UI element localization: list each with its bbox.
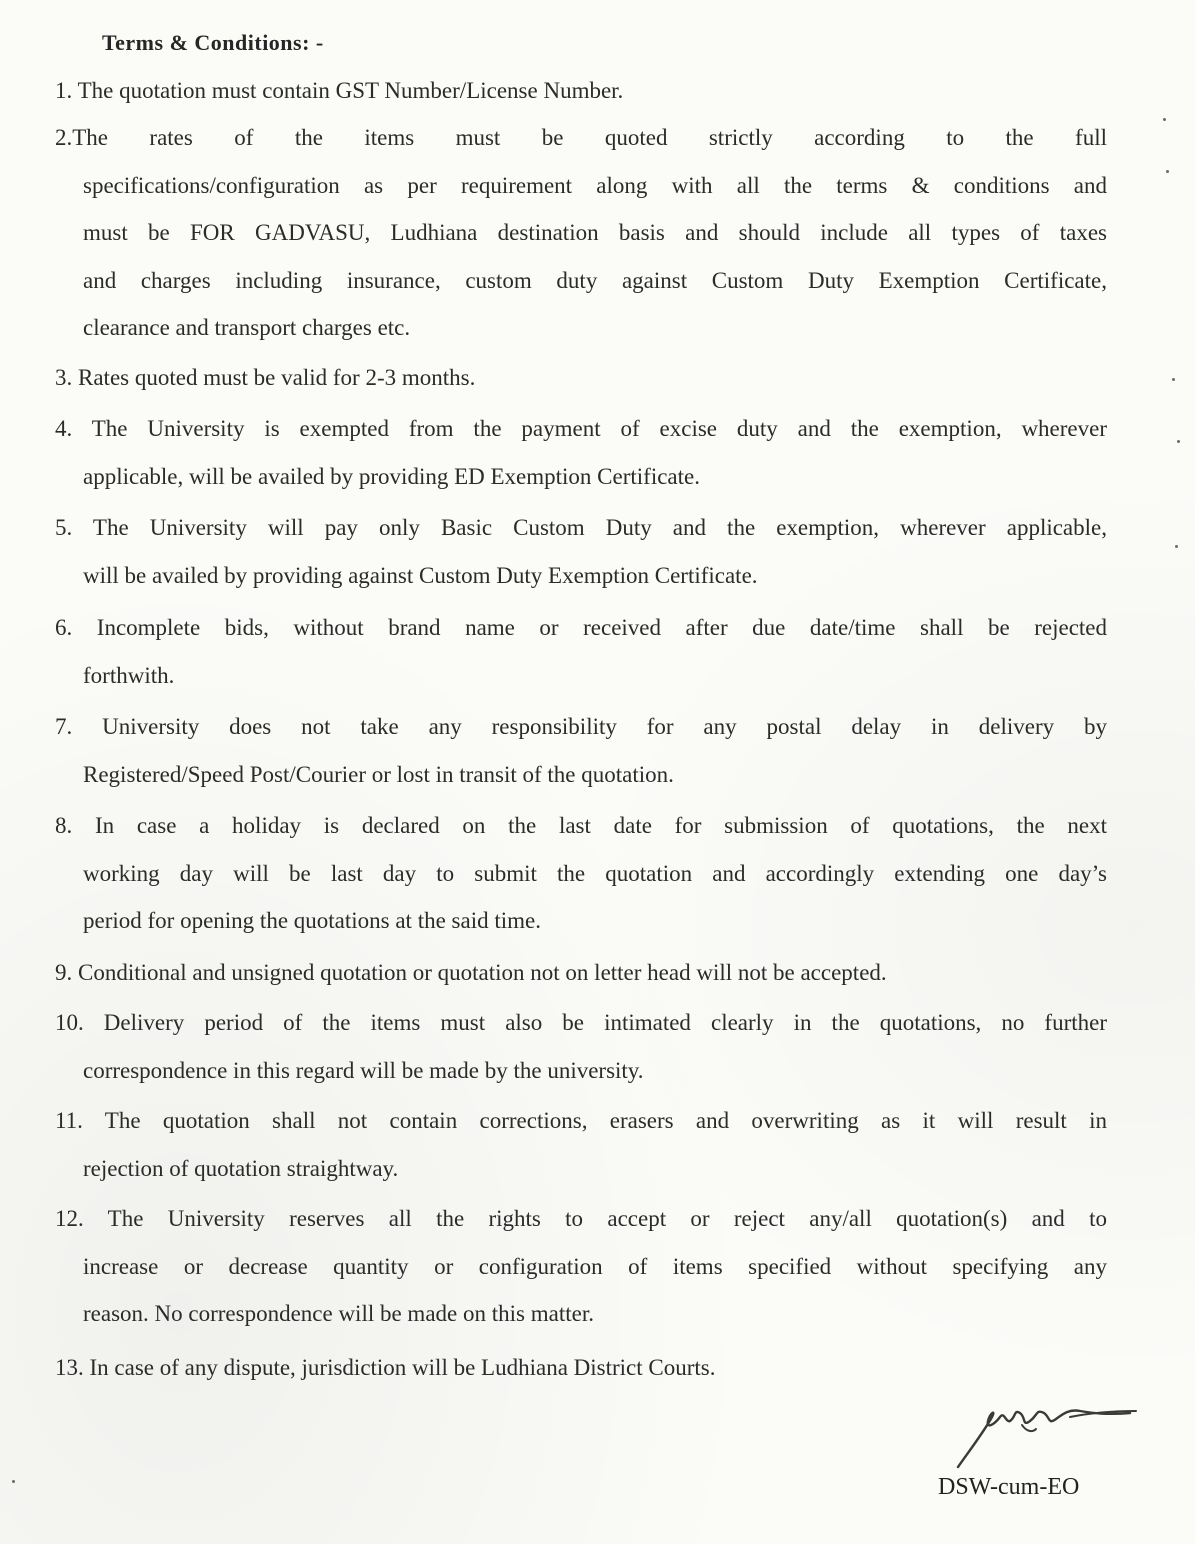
term-line: period for opening the quotations at the said time.: [83, 908, 541, 933]
scan-speck: [1172, 378, 1175, 381]
term-line: clearance and transport charges etc.: [83, 315, 411, 340]
scan-speck: [12, 1480, 15, 1483]
term-line: must be FOR GADVASU, Ludhiana destination basis and should include all types of taxes: [83, 220, 1107, 245]
term-line: correspondence in this regard will be made by the university.: [83, 1057, 644, 1083]
term-line: will be availed by providing against Custom Duty Exemption Certificate.: [83, 562, 758, 588]
term-item-3: [55, 354, 1107, 402]
term-line: 4. The University is exempted from the payment of excise duty and the exemption, wherever: [55, 416, 1107, 441]
term-line: 1. The quotation must contain GST Number/License Number.: [55, 78, 624, 103]
term-line: working day will be last day to submit the quotation and accordingly extending one day’s: [83, 860, 1107, 886]
term-item-10: [55, 999, 1107, 1094]
scan-speck: [1177, 440, 1180, 443]
terms-heading: Terms & Conditions: -: [102, 30, 324, 55]
term-item-4: [55, 405, 1107, 500]
term-item-6: [55, 604, 1107, 699]
term-line: rejection of quotation straightway.: [83, 1155, 399, 1181]
term-line: 7. University does not take any responsibility for any postal delay in delivery by: [55, 714, 1107, 739]
term-line: 12. The University reserves all the rights to accept or reject any/all quotation(s) and to: [55, 1206, 1107, 1231]
scan-speck: [1175, 545, 1178, 548]
term-line: 13. In case of any dispute, jurisdiction will be Ludhiana District Courts.: [55, 1355, 716, 1380]
term-line: reason. No correspondence will be made on this matter.: [83, 1301, 594, 1326]
signature-icon: [930, 1395, 1170, 1475]
term-line: 10. Delivery period of the items must also be intimated clearly in the quotations, no further: [55, 1010, 1107, 1035]
scan-speck: [1163, 118, 1166, 121]
term-line: 8. In case a holiday is declared on the last date for submission of quotations, the next: [55, 813, 1107, 838]
term-item-1: [55, 67, 1107, 115]
term-line: increase or decrease quantity or configuration of items specified without specifying any: [83, 1253, 1107, 1279]
term-item-9: [55, 949, 1107, 997]
term-line: Registered/Speed Post/Courier or lost in transit of the quotation.: [83, 761, 674, 787]
term-line: applicable, will be availed by providing ED Exemption Certificate.: [83, 463, 700, 489]
signatory-designation: DSW-cum-EO: [938, 1474, 1080, 1500]
term-line: and charges including insurance, custom duty against Custom Duty Exemption Certificate,: [83, 267, 1107, 293]
scan-speck: [1166, 170, 1169, 173]
term-item-12: [55, 1195, 1107, 1338]
term-line: specifications/configuration as per requirement along with all the terms & conditions and: [83, 172, 1107, 198]
term-line: 6. Incomplete bids, without brand name or received after due date/time shall be rejected: [55, 615, 1107, 640]
term-item-5: [55, 504, 1107, 599]
term-line: 11. The quotation shall not contain corrections, erasers and overwriting as it will result in: [55, 1108, 1107, 1133]
term-item-8: [55, 802, 1107, 945]
term-item-11: [55, 1097, 1107, 1192]
term-line: 2.The rates of the items must be quoted strictly according to the full: [55, 125, 1107, 150]
term-item-7: [55, 703, 1107, 798]
handwritten-signature: [930, 1395, 1170, 1475]
term-item-13: [55, 1344, 1107, 1392]
term-line: 3. Rates quoted must be valid for 2-3 months.: [55, 365, 476, 390]
term-line: forthwith.: [83, 662, 175, 688]
term-line: 9. Conditional and unsigned quotation or quotation not on letter head will not be accepted.: [55, 960, 887, 985]
term-item-2: [55, 114, 1107, 352]
term-line: 5. The University will pay only Basic Custom Duty and the exemption, wherever applicable,: [55, 515, 1107, 540]
